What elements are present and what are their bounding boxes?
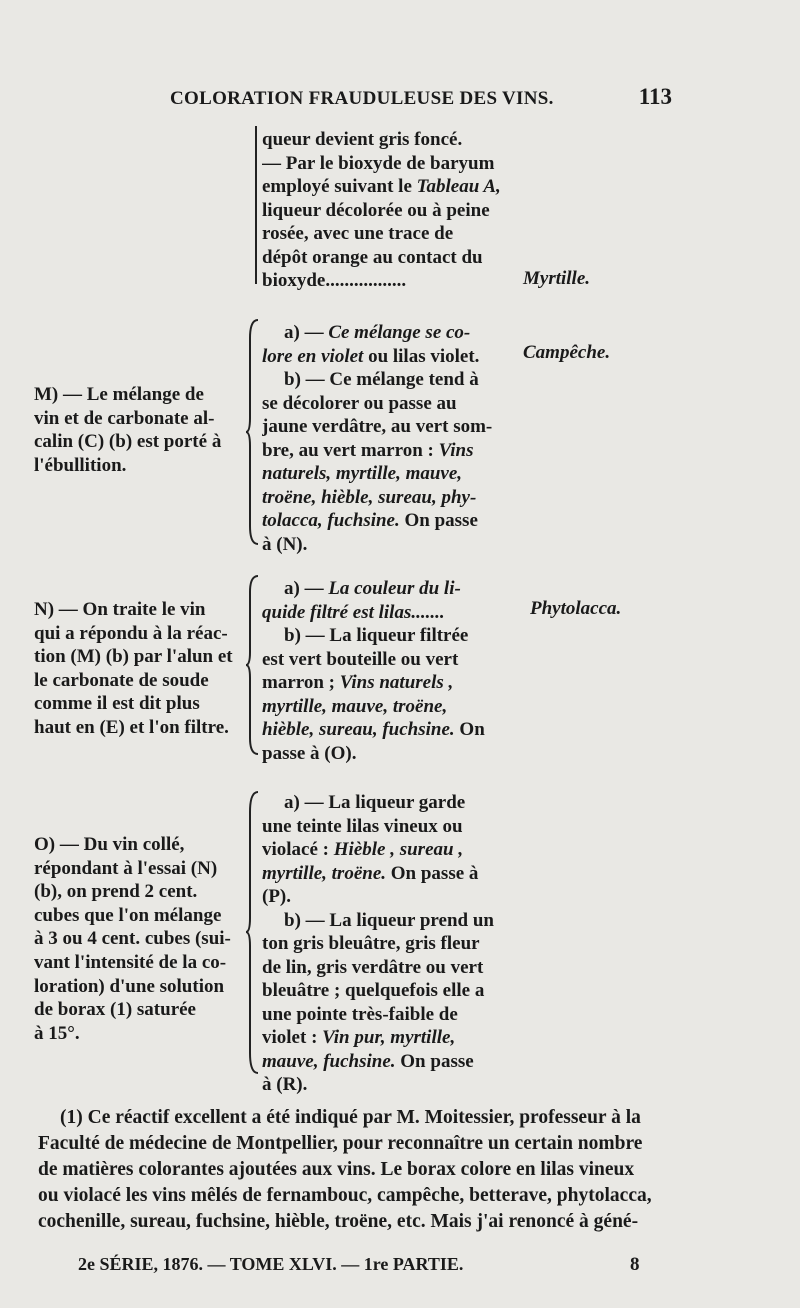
footnote-line: de matières colorantes ajoutées aux vins. Le borax colore en lilas vineux bbox=[38, 1159, 635, 1180]
option-b-line: b) — La liqueur filtrée bbox=[284, 625, 469, 646]
text-span: mauve, fuchsine. bbox=[262, 1050, 396, 1072]
text-line: rosée, avec une trace de bbox=[262, 223, 454, 244]
text-line: à (R). bbox=[262, 1074, 308, 1095]
text-line: myrtille, mauve, troëne, bbox=[262, 695, 448, 717]
text-span: On passe bbox=[399, 510, 478, 531]
footnote-line: (1) Ce réactif excellent a été indiqué par M. Moitessier, professeur à la bbox=[60, 1107, 641, 1128]
text-line: une pointe très-faible de bbox=[262, 1003, 458, 1025]
text-span: employé suivant le bbox=[262, 176, 417, 197]
entry-m-options bbox=[262, 321, 520, 556]
text-span: violet : bbox=[262, 1027, 323, 1048]
entry-o-condition bbox=[34, 833, 252, 1045]
page-number: 113 bbox=[638, 84, 672, 109]
result-phytolacca: Phytolacca. bbox=[530, 598, 622, 619]
result-myrtille: Myrtille. bbox=[523, 268, 591, 289]
entry-n-options bbox=[262, 577, 520, 765]
text-span: marron ; bbox=[262, 672, 340, 693]
text-line: quide filtré est lilas....... bbox=[262, 601, 445, 623]
entry-n-condition bbox=[34, 598, 252, 740]
text-span: bre, au vert marron : bbox=[262, 439, 439, 461]
text-span: On passe bbox=[395, 1050, 474, 1072]
option-b-line: b) — Ce mélange tend à bbox=[284, 369, 479, 390]
text-line: N) — On traite le vin bbox=[34, 599, 206, 620]
text-line: queur devient gris foncé. bbox=[262, 129, 463, 150]
text-line: haut en (E) et l'on filtre. bbox=[34, 716, 229, 738]
text-line bbox=[262, 862, 520, 886]
text-span: Hièble , sureau , bbox=[333, 839, 464, 860]
text-line bbox=[262, 1050, 520, 1074]
text-span: ou lilas violet. bbox=[363, 345, 480, 367]
text-line: dépôt orange au contact du bbox=[262, 246, 483, 268]
text-line: de borax (1) saturée bbox=[34, 999, 196, 1021]
signature-number: 8 bbox=[630, 1254, 640, 1275]
text-line: O) — Du vin collé, bbox=[34, 834, 185, 855]
text-line bbox=[262, 439, 520, 463]
running-title: COLORATION FRAUDULEUSE DES VINS. bbox=[170, 88, 554, 109]
text-span: myrtille, troëne. bbox=[262, 862, 387, 884]
text-line bbox=[262, 175, 520, 199]
option-b-line: b) — La liqueur prend un bbox=[284, 909, 494, 931]
text-line: à 3 ou 4 cent. cubes (sui- bbox=[34, 928, 231, 950]
text-span: hièble, sureau, fuchsine. bbox=[262, 719, 455, 740]
text-line: ton gris bleuâtre, gris fleur bbox=[262, 933, 480, 954]
option-a-line bbox=[262, 577, 520, 601]
text-line: (b), on prend 2 cent. bbox=[34, 881, 198, 903]
entry-top-text bbox=[262, 128, 520, 293]
text-line: se décolorer ou passe au bbox=[262, 392, 457, 414]
text-line: à (N). bbox=[262, 533, 308, 555]
text-line: bioxyde................. bbox=[262, 270, 407, 291]
entry-o-options bbox=[262, 791, 520, 1097]
text-line: naturels, myrtille, mauve, bbox=[262, 463, 463, 484]
brace-n bbox=[246, 574, 260, 756]
text-line: calin (C) (b) est porté à bbox=[34, 431, 222, 453]
option-a-line: a) — La liqueur garde bbox=[284, 792, 466, 813]
text-line bbox=[262, 671, 520, 695]
text-span: tolacca, fuchsine. bbox=[262, 510, 400, 531]
text-line: de lin, gris verdâtre ou vert bbox=[262, 956, 484, 978]
text-line: M) — Le mélange de bbox=[34, 384, 204, 405]
text-line: est vert bouteille ou vert bbox=[262, 648, 459, 670]
text-span: violacé : bbox=[262, 839, 334, 860]
text-line bbox=[262, 838, 520, 862]
footnote-line: ou violacé les vins mêlés de fernambouc, campêche, betterave, phytolacca, bbox=[38, 1185, 652, 1206]
text-span: Vins bbox=[438, 439, 474, 461]
text-line: cubes que l'on mélange bbox=[34, 904, 222, 926]
text-line bbox=[262, 718, 520, 742]
text-line: (P). bbox=[262, 886, 292, 907]
text-line: le carbonate de soude bbox=[34, 669, 209, 691]
text-line: loration) d'une solution bbox=[34, 975, 225, 997]
brace-m bbox=[246, 318, 260, 546]
text-line: troëne, hièble, sureau, phy- bbox=[262, 486, 477, 508]
text-span: On bbox=[454, 719, 485, 740]
column-rule-top bbox=[255, 126, 257, 284]
footnote-line: Faculté de médecine de Montpellier, pour reconnaître un certain nombre bbox=[38, 1133, 643, 1154]
text-line: tion (M) (b) par l'alun et bbox=[34, 646, 233, 668]
text-span: Ce mélange se co- bbox=[328, 322, 471, 343]
text-line: vant l'intensité de la co- bbox=[34, 951, 227, 973]
text-span: La couleur du li- bbox=[328, 578, 461, 599]
footnote-line: cochenille, sureau, fuchsine, hièble, troëne, etc. Mais j'ai renoncé à géné- bbox=[38, 1211, 639, 1232]
text-line: à 15°. bbox=[34, 1022, 80, 1044]
text-line: qui a répondu à la réac- bbox=[34, 622, 228, 644]
result-campeche: Campêche. bbox=[523, 342, 611, 363]
text-line bbox=[262, 1026, 520, 1050]
text-line: — Par le bioxyde de baryum bbox=[262, 152, 495, 174]
text-line: vin et de carbonate al- bbox=[34, 407, 215, 429]
text-line: répondant à l'essai (N) bbox=[34, 857, 218, 879]
text-line bbox=[262, 509, 520, 533]
brace-o bbox=[246, 790, 260, 1075]
text-line: jaune verdâtre, au vert som- bbox=[262, 416, 493, 437]
text-line: liqueur décolorée ou à peine bbox=[262, 199, 490, 221]
italic-reference: Tableau A, bbox=[416, 176, 501, 197]
text-span: a) — bbox=[284, 322, 329, 343]
text-span: lore en violet bbox=[262, 345, 364, 367]
text-span: Vin pur, myrtille, bbox=[322, 1027, 456, 1048]
text-line: bleuâtre ; quelquefois elle a bbox=[262, 980, 485, 1001]
entry-m-condition bbox=[34, 383, 252, 477]
page-footer bbox=[78, 1254, 678, 1275]
footnote bbox=[38, 1105, 728, 1235]
text-span: a) — bbox=[284, 578, 329, 599]
text-line: l'ébullition. bbox=[34, 454, 127, 476]
series-info: 2e SÉRIE, 1876. — TOME XLVI. — 1re PARTIE. bbox=[78, 1254, 464, 1274]
option-a-line bbox=[262, 345, 520, 369]
text-span: On passe à bbox=[386, 862, 479, 884]
option-a-line bbox=[262, 321, 520, 345]
running-header bbox=[170, 84, 690, 114]
text-span: Vins naturels , bbox=[339, 672, 454, 693]
text-line: comme il est dit plus bbox=[34, 693, 200, 715]
text-line: passe à (O). bbox=[262, 742, 357, 764]
text-line: une teinte lilas vineux ou bbox=[262, 815, 463, 837]
